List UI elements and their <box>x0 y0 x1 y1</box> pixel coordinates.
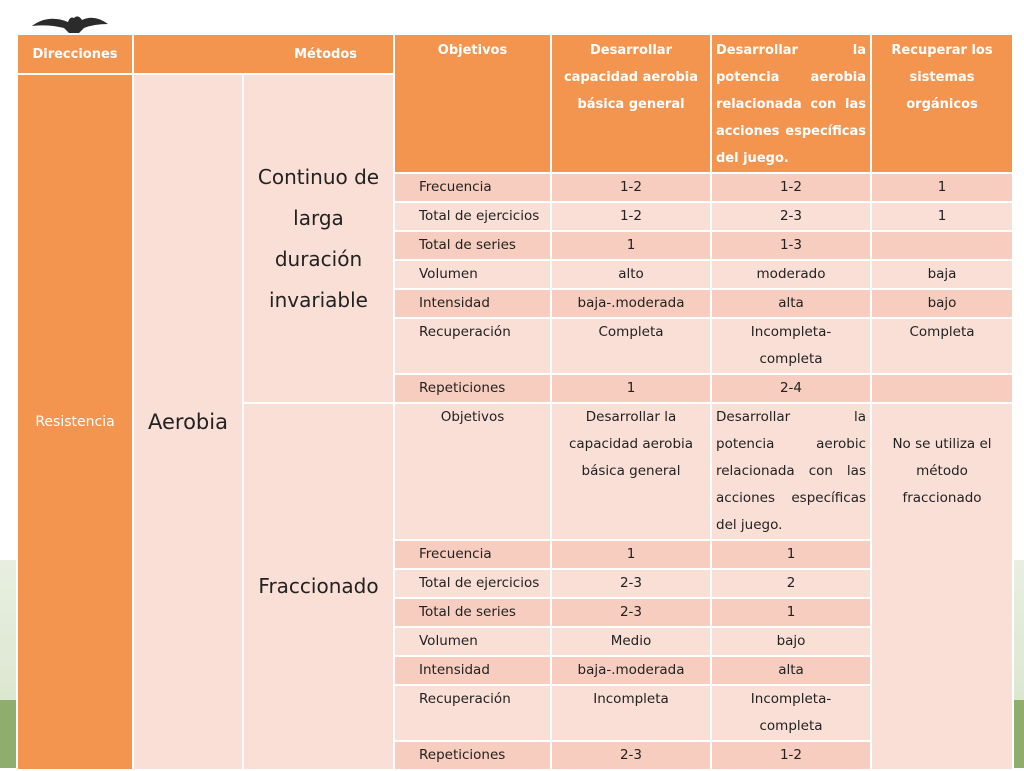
table-cell: 1-2 <box>551 173 711 202</box>
method-fraccionado: Fraccionado <box>243 403 394 770</box>
table-cell: 2 <box>711 569 871 598</box>
table-cell: bajo <box>871 289 1013 318</box>
table-cell: 2-3 <box>711 202 871 231</box>
objective-2: Desarrollar la potencia aerobic relacionada con las acciones específicas del juego. <box>711 403 871 540</box>
row-label: Frecuencia <box>394 540 551 569</box>
table-cell: 1-2 <box>711 741 871 770</box>
objective-1: Desarrollar la capacidad aerobia básica general <box>551 403 711 540</box>
table-cell: moderado <box>711 260 871 289</box>
table-cell: baja <box>871 260 1013 289</box>
table-cell: 1 <box>871 202 1013 231</box>
row-label: Intensidad <box>394 289 551 318</box>
table-cell: 2-3 <box>551 598 711 627</box>
row-label: Intensidad <box>394 656 551 685</box>
method-continuo: Continuo de larga duración invariable <box>243 74 394 403</box>
row-label: Volumen <box>394 627 551 656</box>
table-cell: 1 <box>871 173 1013 202</box>
header-objetivos: Objetivos <box>394 34 551 173</box>
table-cell: Incompleta-completa <box>711 685 871 741</box>
table-cell <box>871 374 1013 403</box>
row-label: Total de series <box>394 598 551 627</box>
row-label: Recuperación <box>394 318 551 374</box>
objective-3-note: No se utiliza el método fraccionado <box>871 403 1013 770</box>
header-objective-2: Desarrollar la potencia aerobia relacionada con las acciones específicas del juego. <box>711 34 871 173</box>
table-cell: Completa <box>871 318 1013 374</box>
table-cell: 1 <box>551 231 711 260</box>
table-cell: baja-.moderada <box>551 289 711 318</box>
row-label: Volumen <box>394 260 551 289</box>
row-label: Repeticiones <box>394 374 551 403</box>
table-cell: 1 <box>711 598 871 627</box>
direction-resistencia: Resistencia <box>17 74 133 770</box>
table-cell: 2-3 <box>551 741 711 770</box>
table-cell: alta <box>711 656 871 685</box>
methods-table <box>16 33 1012 763</box>
header-direcciones: Direcciones <box>17 34 133 74</box>
row-label: Repeticiones <box>394 741 551 770</box>
row-label: Total de series <box>394 231 551 260</box>
table-cell: 1 <box>551 540 711 569</box>
row-label: Total de ejercicios <box>394 569 551 598</box>
table-cell: baja-.moderada <box>551 656 711 685</box>
row-label: Total de ejercicios <box>394 202 551 231</box>
header-objective-1: Desarrollar capacidad aerobia básica general <box>551 34 711 173</box>
table-cell: alta <box>711 289 871 318</box>
table-cell <box>871 231 1013 260</box>
objetivos-label: Objetivos <box>394 403 551 540</box>
type-aerobia: Aerobia <box>133 74 243 770</box>
table-cell: 1-2 <box>711 173 871 202</box>
table-cell: Incompleta <box>551 685 711 741</box>
table-cell: Medio <box>551 627 711 656</box>
table-cell: 1 <box>551 374 711 403</box>
table-cell: 2-3 <box>551 569 711 598</box>
table-cell: Incompleta-completa <box>711 318 871 374</box>
header-objective-3: Recuperar los sistemas orgánicos <box>871 34 1013 173</box>
row-label: Recuperación <box>394 685 551 741</box>
row-label: Frecuencia <box>394 173 551 202</box>
table-cell: Completa <box>551 318 711 374</box>
table-cell: 2-4 <box>711 374 871 403</box>
table-cell: 1-3 <box>711 231 871 260</box>
table-cell: 1 <box>711 540 871 569</box>
table-cell: alto <box>551 260 711 289</box>
header-metodos: Métodos <box>133 34 394 74</box>
table-cell: 1-2 <box>551 202 711 231</box>
table-cell: bajo <box>711 627 871 656</box>
